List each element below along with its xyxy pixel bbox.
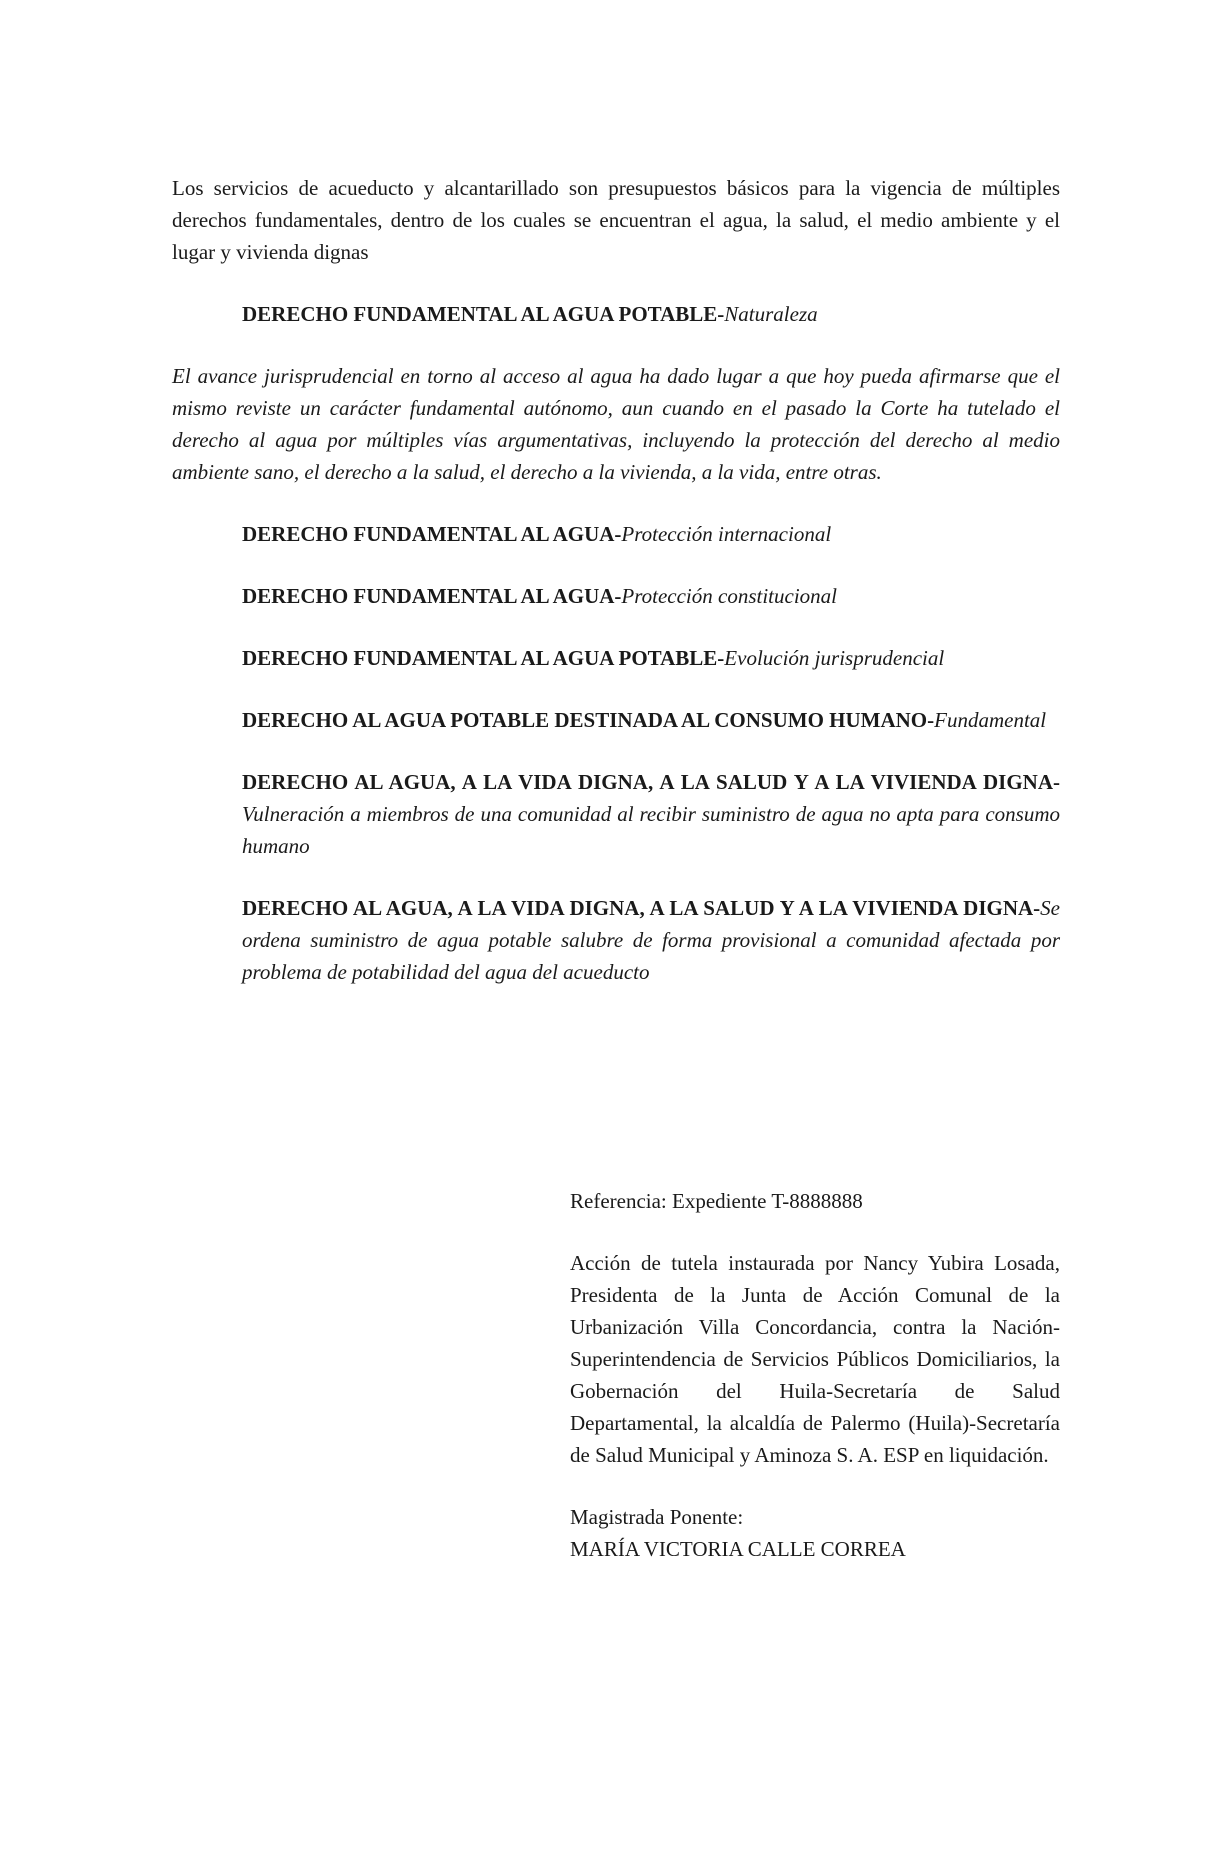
magistrada-label: Magistrada Ponente: [570,1505,744,1529]
jurisprudence-paragraph [172,360,1060,488]
heading-7-bold: DERECHO AL AGUA, A LA VIDA DIGNA, A LA SALUD Y A LA VIVIENDA DIGNA- [242,896,1041,920]
heading-7-italic: Se ordena suministro de agua potable salubre de forma provisional a comunidad afectada por problema de potabilidad del agua del acueducto [242,896,1060,984]
heading-4 [242,642,1060,674]
reference-accion: Acción de tutela instaurada por Nancy Yubira Losada, Presidenta de la Junta de Acción Comunal de la Urbanización Villa Concordancia, contra la Nación-Superintendencia de Servicios Públicos Domiciliarios, la Gobernación del Huila-Secretaría de Salud Departamental, la alcaldía de Palermo (Huila)-Secretaría de Salud Municipal y Aminoza S. A. ESP en liquidación. [570,1251,1060,1467]
heading-2-bold: DERECHO FUNDAMENTAL AL AGUA- [242,522,622,546]
heading-4-bold: DERECHO FUNDAMENTAL AL AGUA POTABLE- [242,646,725,670]
heading-1 [242,298,1060,330]
heading-5-italic: Fundamental [934,708,1047,732]
heading-6-italic: Vulneración a miembros de una comunidad al recibir suministro de agua no apta para consumo humano [242,802,1060,858]
document-body [172,172,1060,988]
intro-paragraph: Los servicios de acueducto y alcantarillado son presupuestos básicos para la vigencia de múltiples derechos fundamentales, dentro de los cuales se encuentran el agua, la salud, el medio ambiente y el lugar y vivienda dignas [172,176,1060,264]
heading-2-italic: Protección internacional [621,522,832,546]
heading-3 [242,580,1060,612]
heading-5-bold: DERECHO AL AGUA POTABLE DESTINADA AL CONSUMO HUMANO- [242,708,935,732]
heading-6-bold: DERECHO AL AGUA, A LA VIDA DIGNA, A LA SALUD Y A LA VIVIENDA DIGNA- [242,770,1060,794]
jurisprudence-paragraph-text: El avance jurisprudencial en torno al acceso al agua ha dado lugar a que hoy pueda afirmarse que el mismo reviste un carácter fundamental autónomo, aun cuando en el pasado la Corte ha tutelado el derecho al agua por múltiples vías argumentativas, incluyendo la protección del derecho al medio ambiente sano, el derecho a la salud, el derecho a la vivienda, a la vida, entre otras. [172,364,1060,484]
heading-4-italic: Evolución jurisprudencial [724,646,945,670]
heading-1-italic: Naturaleza [724,302,818,326]
reference-expediente: Referencia: Expediente T-8888888 [570,1189,863,1213]
heading-2 [242,518,1060,550]
reference-magistrada [570,1501,1060,1565]
heading-5 [242,704,1060,736]
heading-7 [242,892,1060,988]
heading-3-italic: Protección constitucional [621,584,837,608]
magistrada-name: MARÍA VICTORIA CALLE CORREA [570,1537,906,1561]
heading-3-bold: DERECHO FUNDAMENTAL AL AGUA- [242,584,622,608]
heading-1-bold: DERECHO FUNDAMENTAL AL AGUA POTABLE- [242,302,725,326]
heading-6 [242,766,1060,862]
reference-block [570,1185,1060,1565]
